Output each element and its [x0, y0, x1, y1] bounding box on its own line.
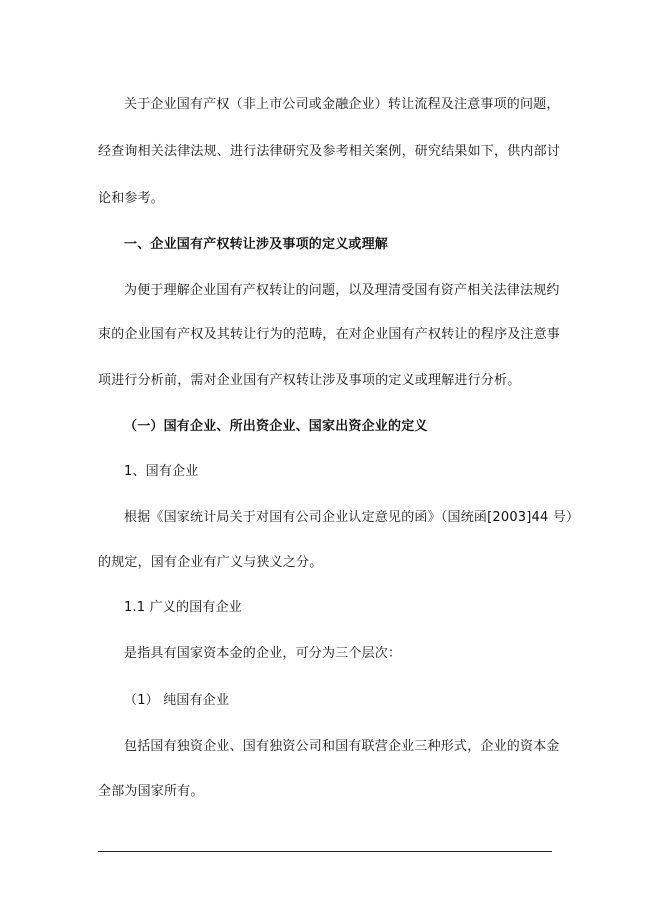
item-1-1-1-para-line-1: 包括国有独资企业、国有独资公司和国有联营企业三种形式，企业的资本金	[124, 739, 560, 754]
section-1-para-line-1: 为便于理解企业国有产权转让的问题，以及理清受国有资产相关法律法规约	[124, 283, 560, 298]
section-1-para-line-3: 项进行分析前，需对企业国有产权转让涉及事项的定义或理解进行分析。	[98, 373, 521, 388]
subsection-1-heading: （一）国有企业、所出资企业、国家出资企业的定义	[124, 419, 428, 434]
item-1-title: 1、国有企业	[124, 464, 199, 479]
section-1-heading: 一、企业国有产权转让涉及事项的定义或理解	[124, 237, 389, 252]
footer-divider	[98, 851, 552, 852]
item-1-para-line-2: 的规定，国有企业有广义与狭义之分。	[98, 555, 323, 570]
intro-line-2: 经查询相关法律法规、进行法律研究及参考相关案例，研究结果如下，供内部讨	[98, 144, 561, 159]
intro-line-3: 论和参考。	[98, 191, 165, 206]
item-1-1-title: 1.1 广义的国有企业	[124, 600, 243, 615]
section-1-para-line-2: 束的企业国有产权及其转让行为的范畴，在对企业国有产权转让的程序及注意事	[98, 327, 561, 342]
intro-line-1: 关于企业国有产权（非上市公司或金融企业）转让流程及注意事项的问题，	[124, 97, 560, 112]
item-1-1-para: 是指具有国家资本金的企业，可分为三个层次：	[124, 646, 402, 661]
item-1-1-1-title: （1） 纯国有企业	[124, 693, 230, 708]
item-1-para-line-1: 根据《国家统计局关于对国有公司企业认定意见的函》（国统函[2003]44 号）	[124, 510, 580, 525]
item-1-1-1-para-line-2: 全部为国家所有。	[98, 784, 204, 799]
